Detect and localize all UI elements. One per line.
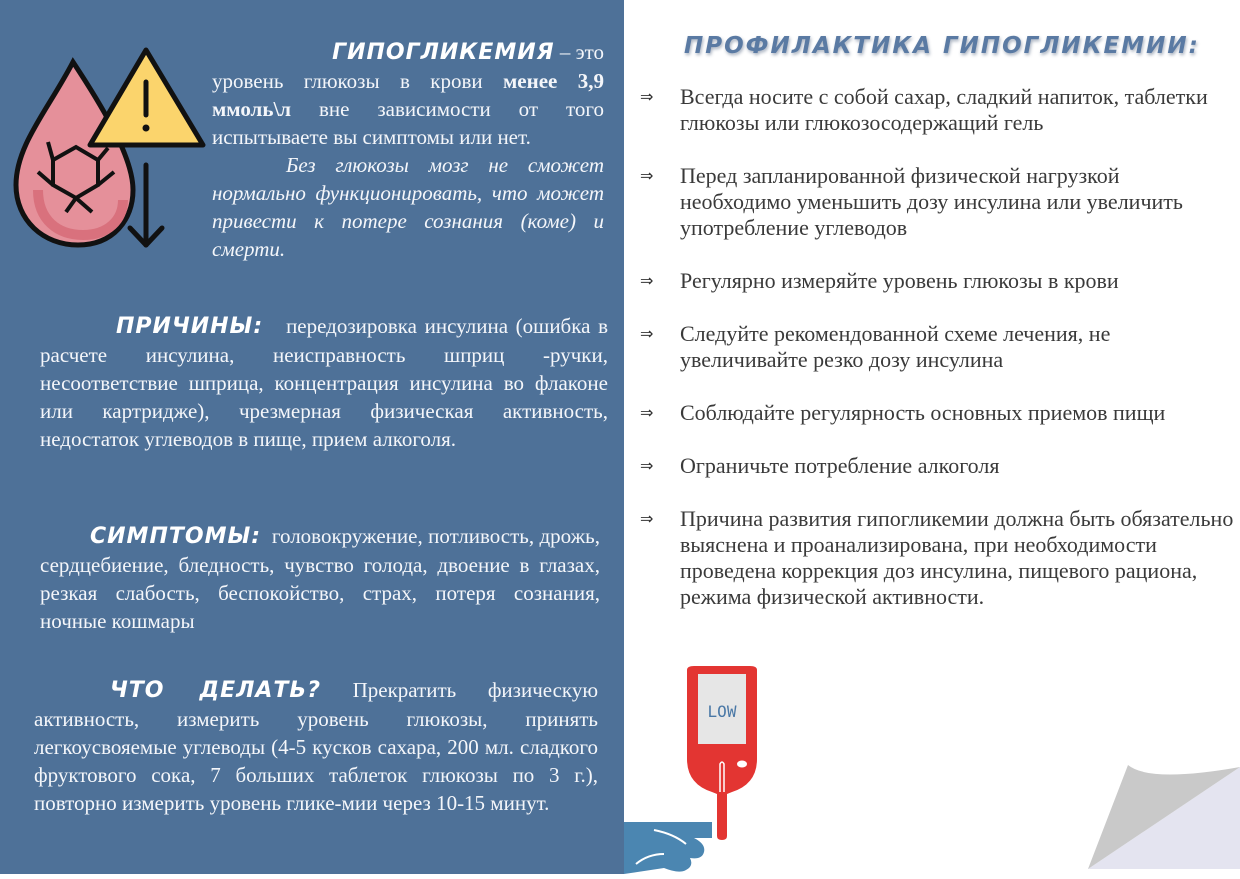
- page-curl-decoration: [1080, 755, 1240, 874]
- double-arrow-icon: ⇒: [640, 403, 654, 422]
- right-panel: [624, 0, 1240, 874]
- hand-illustration: [624, 820, 724, 879]
- double-arrow-icon: ⇒: [640, 456, 654, 475]
- double-arrow-icon: ⇒: [640, 166, 654, 185]
- double-arrow-icon: ⇒: [640, 509, 654, 528]
- list-item: ⇒ Перед запланированной физической нагрузкой необходимо уменьшить дозу инсулина или увеличить употребление углеводов: [640, 163, 1183, 240]
- symptoms-paragraph: СИМПТОМЫ: головокружение, потливость, дрожь, сердцебиение, бледность, чувство голода, двоение в глазах, резкая слабость, беспокойство, страх, потеря сознания, ночные кошмары: [40, 524, 600, 633]
- double-arrow-icon: ⇒: [640, 87, 654, 106]
- double-arrow-icon: ⇒: [640, 324, 654, 343]
- symptoms-heading: СИМПТОМЫ:: [90, 524, 262, 549]
- list-item: ⇒ Всегда носите с собой сахар, сладкий напиток, таблетки глюкозы или глюкозосодержащий гель: [640, 84, 1208, 135]
- list-item: ⇒ Причина развития гипогликемии должна быть обязательно выяснена и проанализирована, при необходимости проведена коррекция доз инсулина, пищевого рациона, режима физической активности.: [640, 506, 1234, 609]
- glucometer-display: LOW: [707, 702, 737, 721]
- intro-heading: ГИПОГЛИКЕМИЯ: [332, 40, 555, 65]
- glucose-threshold: менее 3,9 ммоль\л: [212, 69, 604, 121]
- prevention-tips-list: [640, 84, 1235, 637]
- intro-italic-note: Без глюкозы мозг не сможет нормально функционировать, что может привести к потере сознания (коме) и смерти.: [212, 153, 604, 261]
- list-item: ⇒ Следуйте рекомендованной схеме лечения, не увеличивайте резко дозу инсулина: [640, 321, 1111, 372]
- intro-paragraph: ГИПОГЛИКЕМИЯ – это уровень глюкозы в крови менее 3,9 ммоль\л вне зависимости от того испытываете вы симптомы или нет. Без глюкозы мозг не сможет нормально функционировать, что может привести к потере сознания (коме) и смерти.: [212, 40, 604, 261]
- list-item: ⇒ Ограничьте потребление алкоголя: [640, 453, 1000, 478]
- double-arrow-icon: ⇒: [640, 271, 654, 290]
- list-item: ⇒ Соблюдайте регулярность основных приемов пищи: [640, 400, 1166, 425]
- what-to-do-paragraph: ЧТО ДЕЛАТЬ? Прекратить физическую активность, измерить уровень глюкозы, принять легкоусвояемые углеводы (4-5 кусков сахара, 200 мл. сладкого фруктового сока, 7 больших таблеток глюкозы по 3 г.), повторно измерить уровень глике-мии через 10-15 минут.: [34, 678, 599, 815]
- prevention-title: ПРОФИЛАКТИКА ГИПОГЛИКЕМИИ:: [684, 33, 1200, 59]
- causes-paragraph: ПРИЧИНЫ: передозировка инсулина (ошибка в расчете инсулина, неисправность шприц -ручки, несоответствие шприца, концентрация инсулина во флаконе или картридже), чрезмерная физическая активность, недостаток углеводов в пище, прием алкоголя.: [40, 314, 608, 451]
- what-to-do-heading: ЧТО ДЕЛАТЬ?: [110, 678, 321, 703]
- blood-drop-warning-icon: [8, 40, 208, 255]
- causes-heading: ПРИЧИНЫ:: [116, 314, 264, 339]
- list-item: ⇒ Регулярно измеряйте уровень глюкозы в крови: [640, 268, 1119, 293]
